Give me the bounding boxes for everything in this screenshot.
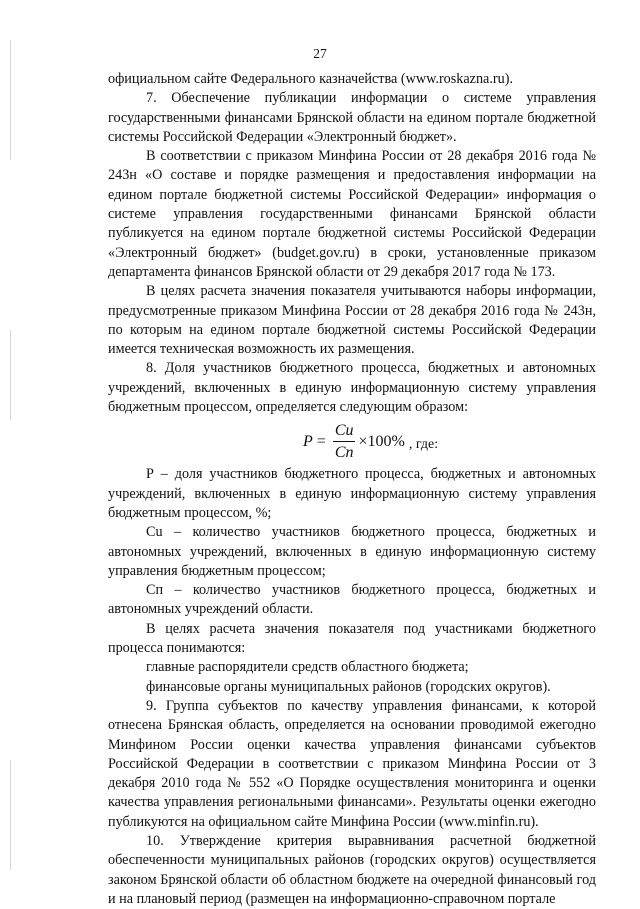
scan-edge-mark [10,330,11,420]
formula-expression [303,421,438,462]
page-number: 27 [313,46,327,61]
paragraph-continuation: официальном сайте Федерального казначейства (www.roskazna.ru). [108,71,513,87]
paragraph-participants-intro: В целях расчета значения показателя под участниками бюджетного процесса понимаются: [108,620,596,657]
paragraph-item-9: 9. Группа субъектов по качеству управления финансами, к которой отнесена Брянская область, определяется на основании проводимой ежегодно Минфином России оценки качества управления финансами субъектов Российской Федерации в соответствии с приказом Минфина России от 3 декабря 2010 года № 552 «О Порядке осуществления мониторинга и оценки качества управления региональными финансами». Результаты оценки ежегодно публикуются на официальном сайте Минфина России (www.minfin.ru). [108,697,596,830]
list-item-main-managers: главные распорядители средств областного бюджета; [146,659,469,676]
scan-edge-mark [10,40,11,160]
formula-suffix: , где: [408,437,439,453]
formula-equals: = [316,433,326,451]
paragraph-item-10: 10. Утверждение критерия выравнивания расчетной бюджетной обеспеченности муниципальных районов (городских округов) осуществляется законом Брянской области об областном бюджете на очередной финансовый год и на плановый период (размещен на информационно-справочном портале [108,832,596,907]
paragraph-item-8: 8. Доля участников бюджетного процесса, бюджетных и автономных учреждений, включенных в единую информационную систему управления бюджетным процессом, определяется следующим образом: [108,360,596,416]
formula-denominator: Cn [334,444,354,462]
page-body [108,70,596,909]
definition-cu: Cu – количество участников бюджетного процесса, бюджетных и автономных учреждений, включенных в единую информационную систему управления бюджетным процессом; [108,524,596,579]
formula-multiplier: ×100% [358,433,405,451]
paragraph-calculation-info-sets: В целях расчета значения показателя учитываются наборы информации, предусмотренные приказом Минфина России от 28 декабря 2016 года № 243н, по которым на едином портале бюджетной системы Российской Федерации имеется техническая возможность их размещения. [108,283,596,358]
formula-lhs: P [303,433,313,451]
share-formula [108,419,596,465]
scan-edge-mark [10,760,11,870]
paragraph-order-243n: В соответствии с приказом Минфина России от 28 декабря 2016 года № 243н «О составе и порядке размещения и предоставления информации на едином портале бюджетной системы Российской Федерации» информация о системе управления государственными финансами Брянской области публикуется на едином портале бюджетной системы Российской Федерации «Электронный бюджет» (budget.gov.ru) в сроки, установленные приказом департамента финансов Брянской области от 29 декабря 2017 года № 173. [108,148,596,280]
formula-numerator: Cu [333,421,356,442]
definition-p: Р – доля участников бюджетного процесса, бюджетных и автономных учреждений, включенных в единую информационную систему управления бюджетным процессом, %; [108,466,596,521]
definition-cn: Cп – количество участников бюджетного процесса, бюджетных и автономных учреждений области. [108,582,596,618]
paragraph-item-7: 7. Обеспечение публикации информации о системе управления государственными финансами Брянской области на едином портале бюджетной системы Российской Федерации «Электронный бюджет». [108,90,596,145]
list-item-financial-bodies: финансовые органы муниципальных районов (городских округов). [146,678,551,695]
formula-fraction [333,421,356,462]
